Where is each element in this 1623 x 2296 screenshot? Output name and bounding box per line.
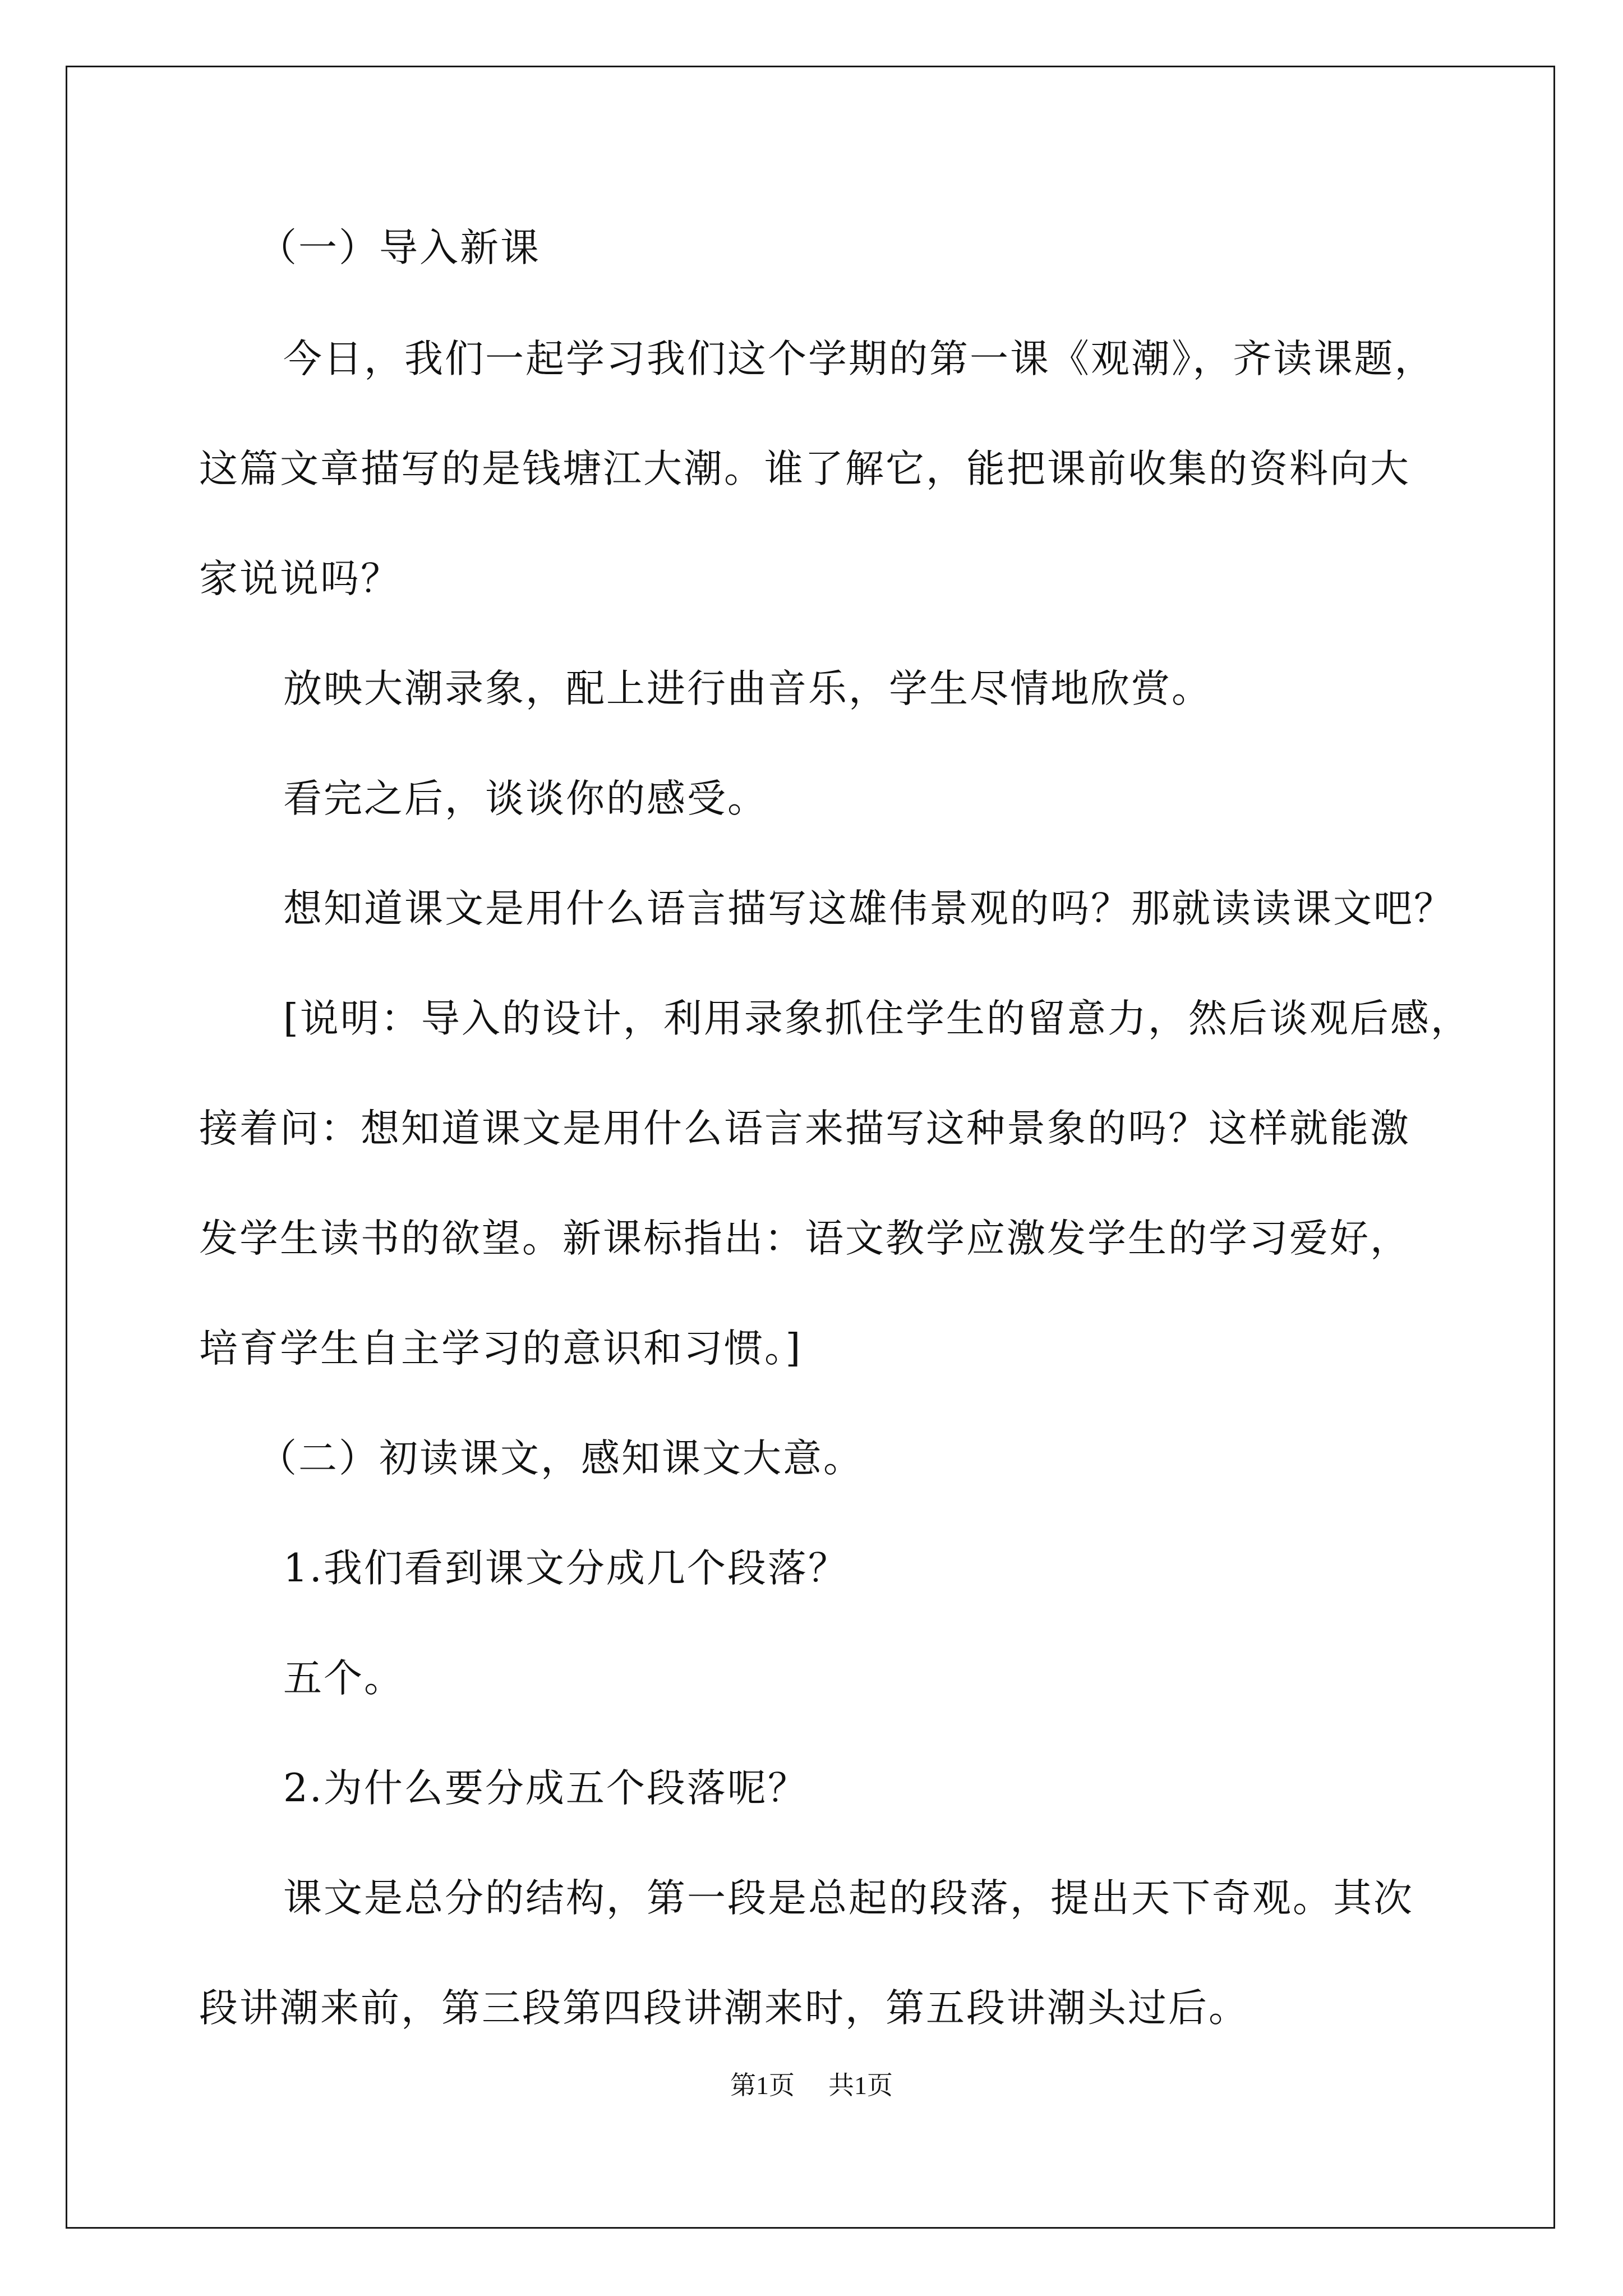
question-line: 1.我们看到课文分成几个段落？ <box>283 1546 849 1591</box>
paragraph-line: [说明：导入的设计，利用录象抓住学生的留意力，然后谈观后感， <box>283 996 1471 1041</box>
answer-line: 五个。 <box>283 1656 404 1701</box>
paragraph-line: 放映大潮录象，配上进行曲音乐，学生尽情地欣赏。 <box>283 666 1212 711</box>
paragraph-line: 看完之后，谈谈你的感受。 <box>283 776 768 821</box>
paragraph-line: 接着问：想知道课文是用什么语言来描写这种景象的吗？这样就能激 <box>199 1106 1410 1151</box>
paragraph-line: 段讲潮来前，第三段第四段讲潮来时，第五段讲潮头过后。 <box>199 1986 1249 2031</box>
page-total: 共1页 <box>828 2071 893 2100</box>
paragraph-line: 发学生读书的欲望。新课标指出：语文教学应激发学生的学习爱好， <box>199 1216 1410 1261</box>
paragraph-line: 家说说吗？ <box>199 556 401 601</box>
page-number: 第1页 <box>730 2071 795 2100</box>
section-heading-2: （二）初读课文，感知课文大意。 <box>258 1436 864 1481</box>
paragraph-line: 课文是总分的结构，第一段是总起的段落，提出天下奇观。其次 <box>283 1876 1414 1921</box>
section-heading-1: （一）导入新课 <box>258 226 541 270</box>
question-line: 2.为什么要分成五个段落呢？ <box>283 1766 808 1811</box>
paragraph-line: 想知道课文是用什么语言描写这雄伟景观的吗？那就读读课文吧？ <box>283 886 1454 931</box>
paragraph-line: 这篇文章描写的是钱塘江大潮。谁了解它，能把课前收集的资料向大 <box>199 447 1410 491</box>
paragraph-line: 培育学生自主学习的意识和习惯。] <box>199 1326 803 1371</box>
paragraph-line: 今日，我们一起学习我们这个学期的第一课《观潮》，齐读课题， <box>283 337 1435 381</box>
page-footer <box>0 2069 1623 2102</box>
